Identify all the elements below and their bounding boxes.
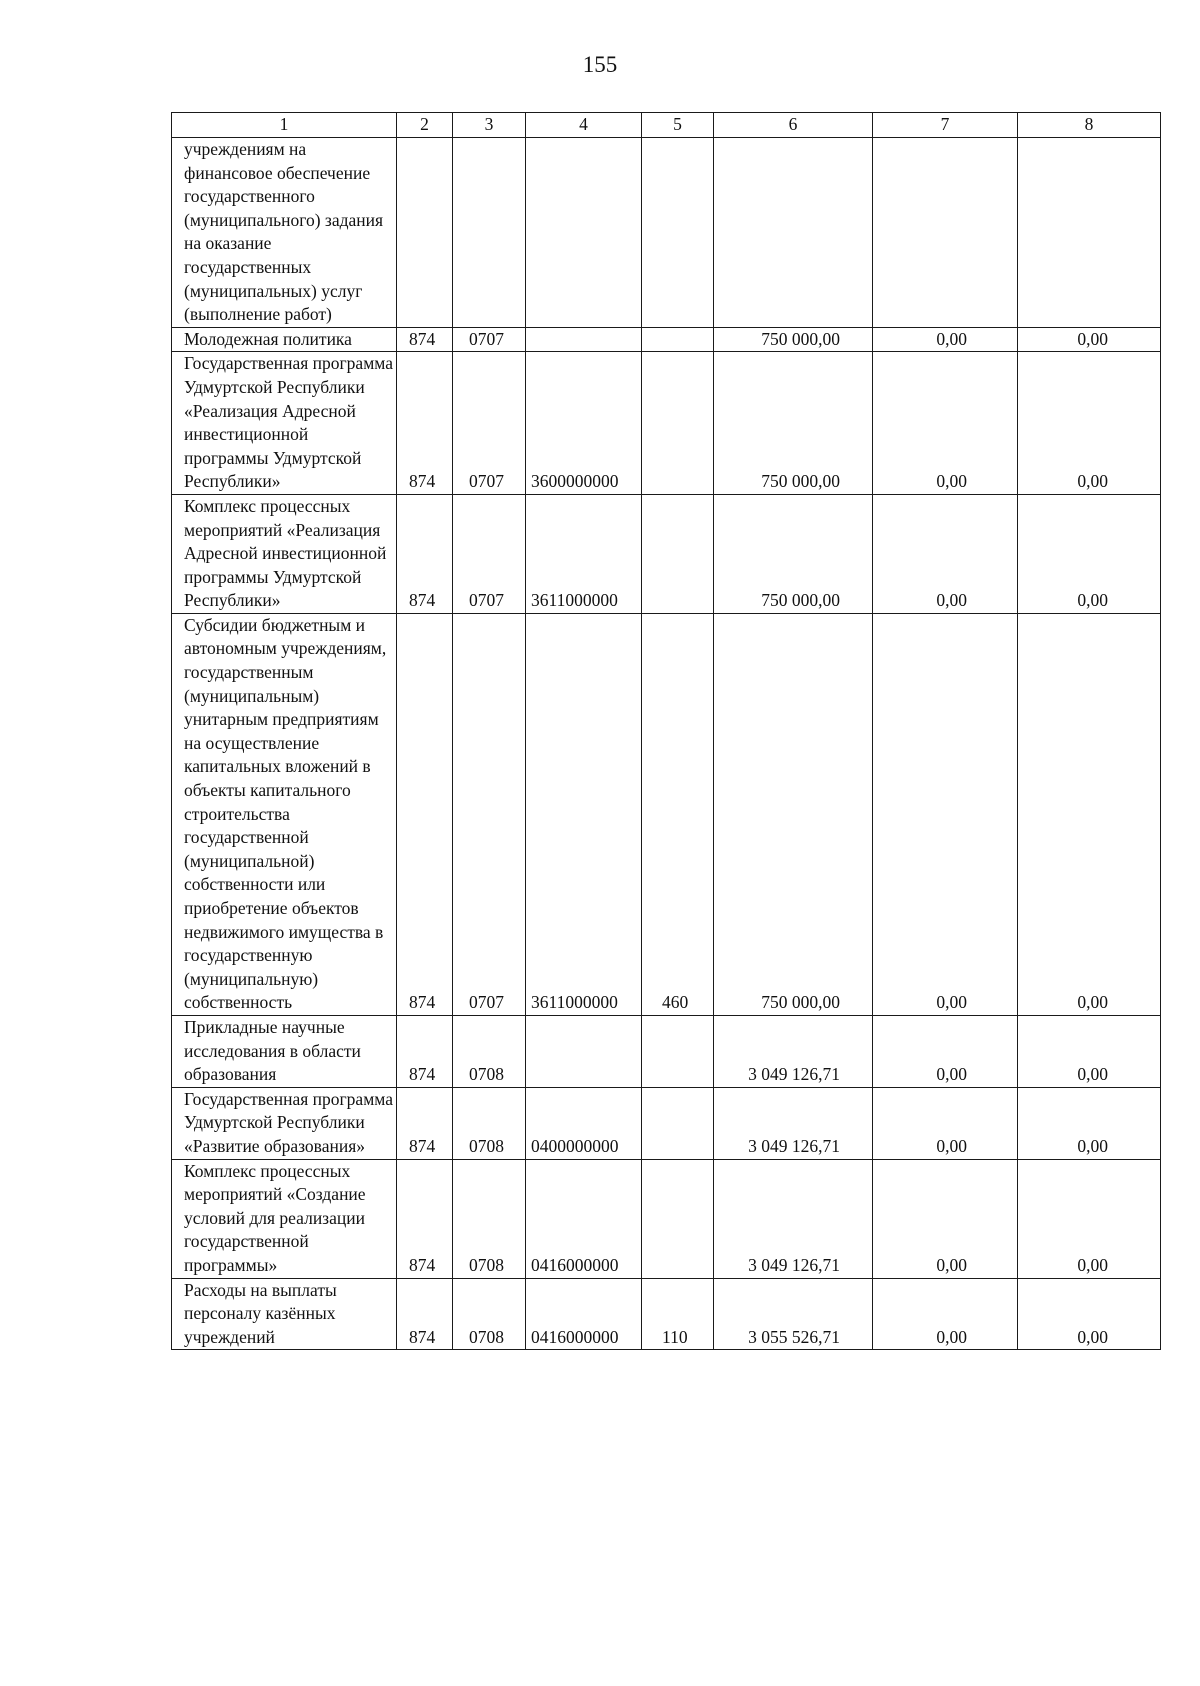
cell-col6: 750 000,00 [714,327,873,352]
cell-col5 [642,1087,714,1159]
cell-col3: 0708 [453,1087,526,1159]
table-row [172,613,1161,1015]
cell-col4: 3611000000 [526,494,642,613]
cell-col2: 874 [397,613,453,1015]
table-row [172,138,1161,328]
cell-col6: 3 055 526,71 [714,1278,873,1350]
cell-col7: 0,00 [873,327,1018,352]
row-name: Государственная программа Удмуртской Республики «Развитие образования» [172,1087,397,1159]
cell-col4 [526,327,642,352]
cell-col5: 460 [642,613,714,1015]
cell-col6: 3 049 126,71 [714,1015,873,1087]
row-name: Субсидии бюджетным и автономным учреждениям, государственным (муниципальным) унитарным предприятиям на осуществление капитальных вложений в объекты капитального строительства государственной (муниципальной) собственности или приобретение объектов недвижимого имущества в государственную (муниципальную) собственность [172,613,397,1015]
cell-col3: 0707 [453,327,526,352]
cell-col3: 0708 [453,1278,526,1350]
cell-col5: 110 [642,1278,714,1350]
row-name: Комплекс процессных мероприятий «Реализация Адресной инвестиционной программы Удмуртской Республики» [172,494,397,613]
cell-col2: 874 [397,327,453,352]
table-row [172,1015,1161,1087]
cell-col7: 0,00 [873,494,1018,613]
cell-col8: 0,00 [1018,1278,1161,1350]
table-row [172,1087,1161,1159]
column-header-1: 1 [172,113,397,138]
cell-col8: 0,00 [1018,1087,1161,1159]
cell-col7 [873,138,1018,328]
cell-col5 [642,494,714,613]
cell-col3: 0708 [453,1015,526,1087]
cell-col5 [642,138,714,328]
cell-col3: 0707 [453,494,526,613]
cell-col4: 3611000000 [526,613,642,1015]
cell-col6 [714,138,873,328]
budget-table [171,112,1161,1350]
cell-col4: 0416000000 [526,1278,642,1350]
column-header-3: 3 [453,113,526,138]
cell-col8 [1018,138,1161,328]
cell-col2 [397,138,453,328]
cell-col6: 750 000,00 [714,352,873,495]
cell-col4: 0400000000 [526,1087,642,1159]
table-row [172,494,1161,613]
cell-col6: 750 000,00 [714,494,873,613]
row-name: Прикладные научные исследования в области образования [172,1015,397,1087]
table-row [172,327,1161,352]
cell-col7: 0,00 [873,352,1018,495]
cell-col6: 3 049 126,71 [714,1159,873,1278]
column-header-4: 4 [526,113,642,138]
cell-col2: 874 [397,1278,453,1350]
cell-col2: 874 [397,1015,453,1087]
cell-col8: 0,00 [1018,1159,1161,1278]
row-name: учреждениям на финансовое обеспечение государственного (муниципального) задания на оказание государственных (муниципальных) услуг (выполнение работ) [172,138,397,328]
cell-col7: 0,00 [873,1159,1018,1278]
column-header-2: 2 [397,113,453,138]
header-row [172,113,1161,138]
cell-col4 [526,138,642,328]
cell-col6: 3 049 126,71 [714,1087,873,1159]
column-header-6: 6 [714,113,873,138]
cell-col5 [642,1159,714,1278]
table-row [172,1278,1161,1350]
cell-col4: 3600000000 [526,352,642,495]
cell-col8: 0,00 [1018,494,1161,613]
cell-col3 [453,138,526,328]
row-name: Расходы на выплаты персоналу казённых учреждений [172,1278,397,1350]
cell-col2: 874 [397,352,453,495]
cell-col5 [642,1015,714,1087]
column-header-7: 7 [873,113,1018,138]
cell-col7: 0,00 [873,1015,1018,1087]
cell-col3: 0707 [453,613,526,1015]
page-number: 155 [582,52,618,77]
cell-col2: 874 [397,1087,453,1159]
cell-col5 [642,327,714,352]
cell-col3: 0708 [453,1159,526,1278]
cell-col2: 874 [397,1159,453,1278]
cell-col4 [526,1015,642,1087]
row-name: Молодежная политика [172,327,397,352]
cell-col6: 750 000,00 [714,613,873,1015]
cell-col8: 0,00 [1018,1015,1161,1087]
column-header-5: 5 [642,113,714,138]
row-name: Государственная программа Удмуртской Республики «Реализация Адресной инвестиционной программы Удмуртской Республики» [172,352,397,495]
table-row [172,352,1161,495]
column-header-8: 8 [1018,113,1161,138]
cell-col7: 0,00 [873,1087,1018,1159]
cell-col8: 0,00 [1018,327,1161,352]
cell-col4: 0416000000 [526,1159,642,1278]
cell-col8: 0,00 [1018,613,1161,1015]
cell-col5 [642,352,714,495]
cell-col2: 874 [397,494,453,613]
cell-col8: 0,00 [1018,352,1161,495]
table-row [172,1159,1161,1278]
cell-col3: 0707 [453,352,526,495]
row-name: Комплекс процессных мероприятий «Создание условий для реализации государственной программы» [172,1159,397,1278]
cell-col7: 0,00 [873,1278,1018,1350]
cell-col7: 0,00 [873,613,1018,1015]
